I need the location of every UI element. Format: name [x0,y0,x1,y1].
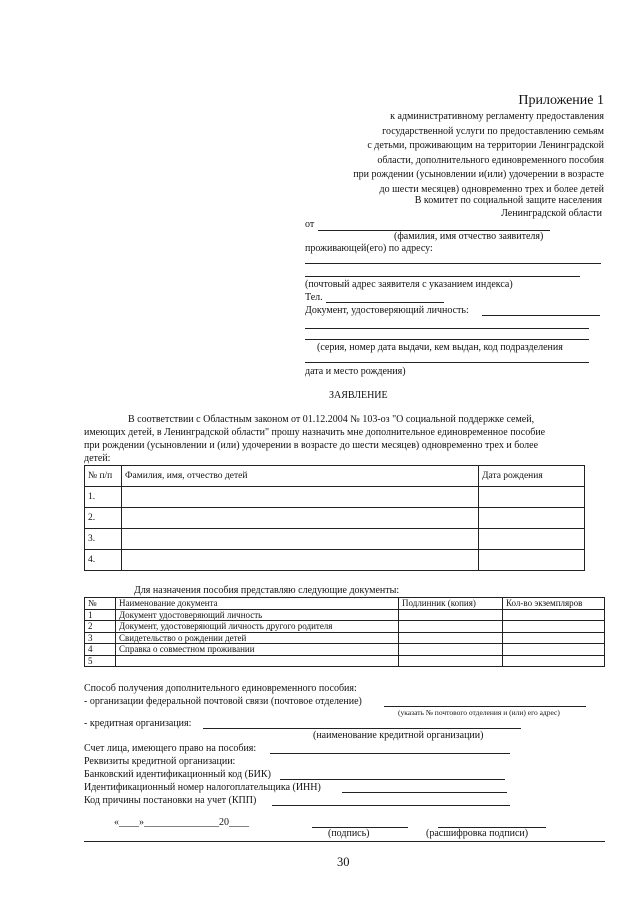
doc-name: Документ, удостоверяющий личность другого родителя [116,621,399,633]
appendix-description [353,110,604,197]
table-header-row [85,598,605,610]
row-number: 2. [85,508,122,529]
address-field-2[interactable] [305,276,580,277]
row-number: 3. [85,529,122,550]
id-caption-1: (серия, номер дата выдачи, кем выдан, код подразделения [317,342,563,353]
date-field[interactable]: «____»_______________20____ [114,817,249,828]
id-caption-2: дата и место рождения) [305,366,406,377]
kpp-field[interactable] [272,805,510,806]
recipient-line-2: Ленинградской области [501,208,602,219]
table-row [85,508,585,529]
bik-label: Банковский идентификационный код (БИК) [84,769,271,780]
kpp-label: Код причины постановки на учет (КПП) [84,795,257,806]
postal-label: - организации федеральной почтовой связи (почтовое отделение) [84,696,362,707]
statement-title: ЗАЯВЛЕНИЕ [329,390,388,401]
table-row [85,609,605,621]
doc-number: 3 [85,632,116,644]
copies-count-cell[interactable] [503,644,605,656]
column-header: Подлинник (копия) [399,598,503,610]
appendix-line: до шести месяцев) одновременно трех и более детей [379,183,604,195]
footer-divider [84,841,605,842]
child-name-cell[interactable] [122,529,479,550]
decode-caption: (расшифровка подписи) [426,828,529,839]
recipient-line-1: В комитет по социальной защите населения [414,195,602,206]
doc-number: 1 [85,609,116,621]
phone-field[interactable] [326,302,444,303]
fio-caption: (фамилия, имя отчество заявителя) [394,231,544,242]
copies-count-cell[interactable] [503,621,605,633]
copies-count-cell[interactable] [503,609,605,621]
address-field-1[interactable] [305,263,601,264]
documents-table [84,597,605,667]
doc-name: Свидетельство о рождении детей [116,632,399,644]
table-row [85,529,585,550]
children-table [84,465,585,571]
appendix-title: Приложение 1 [518,93,604,108]
statement-line: В соответствии с Областным законом от 01.12.2004 № 103-оз "О социальной поддержке семей, [128,414,535,425]
statement-line: имеющих детей, в Ленинградской области" прошу назначить мне дополнительное единовременное пособие [84,427,546,438]
copies-count-cell[interactable] [503,632,605,644]
column-header: № [85,598,116,610]
appendix-line: с детьми, проживающим на территории Ленинградской [367,140,604,151]
doc-number: 4 [85,644,116,656]
birth-date-cell[interactable] [479,550,585,571]
statement-line: при рождении (усыновлении и (или) удочерении в возрасте до шести месяцев) одновременно трех и более [84,440,539,451]
inn-label: Идентификационный номер налогоплательщика (ИНН) [84,782,321,793]
credit-org-field[interactable] [203,728,521,729]
doc-name: Документ удостоверяющий личность [116,609,399,621]
inn-field[interactable] [342,792,507,793]
child-name-cell[interactable] [122,487,479,508]
birth-date-cell[interactable] [479,529,585,550]
credit-caption: (наименование кредитной организации) [313,730,484,741]
postal-caption: (указать № почтового отделения и (или) его адрес) [398,708,560,717]
birth-date-cell[interactable] [479,508,585,529]
original-copy-cell[interactable] [399,621,503,633]
doc-number: 5 [85,655,116,667]
table-row [85,487,585,508]
birth-field[interactable] [305,362,589,363]
birth-date-cell[interactable] [479,487,585,508]
doc-number: 2 [85,621,116,633]
row-number: 1. [85,487,122,508]
table-row [85,644,605,656]
signature-caption: (подпись) [328,828,370,839]
table-row [85,621,605,633]
doc-name[interactable] [116,655,399,667]
appendix-line: государственной услуги по предоставлению семьям [382,125,604,137]
appendix-line: области, дополнительного единовременного пособия [377,154,604,166]
page-number: 30 [337,855,350,869]
table-row [85,655,605,667]
column-header: Дата рождения [479,466,585,487]
table-row [85,632,605,644]
address-caption: (почтовый адрес заявителя с указанием индекса) [305,279,513,290]
column-header: № п/п [85,466,122,487]
id-document-field-3[interactable] [305,339,589,340]
id-document-field-2[interactable] [305,328,589,329]
payment-title: Способ получения дополнительного единовременного пособия: [84,683,357,694]
doc-name: Справка о совместном проживании [116,644,399,656]
table-row [85,550,585,571]
requisites-label: Реквизиты кредитной организации: [84,756,236,767]
from-label: от [305,219,315,230]
phone-label: Тел. [305,292,323,303]
row-number: 4. [85,550,122,571]
documents-intro: Для назначения пособия представляю следующие документы: [134,585,400,596]
original-copy-cell[interactable] [399,655,503,667]
original-copy-cell[interactable] [399,644,503,656]
appendix-line: к административному регламенту предоставления [390,111,604,122]
account-label: Счет лица, имеющего право на пособия: [84,743,257,754]
copies-count-cell[interactable] [503,655,605,667]
id-document-field[interactable] [482,315,600,316]
id-document-label: Документ, удостоверяющий личность: [305,305,469,316]
postal-field[interactable] [384,706,586,707]
child-name-cell[interactable] [122,550,479,571]
account-field[interactable] [270,753,510,754]
original-copy-cell[interactable] [399,632,503,644]
credit-label: - кредитная организация: [84,718,192,729]
original-copy-cell[interactable] [399,609,503,621]
residing-label: проживающей(его) по адресу: [305,243,433,254]
appendix-line: при рождении (усыновлении и(или) удочерении в возрасте [353,169,604,180]
column-header: Наименование документа [116,598,399,610]
statement-line: детей: [84,453,111,464]
table-header-row [85,466,585,487]
column-header: Фамилия, имя, отчество детей [122,466,479,487]
column-header: Кол-во экземпляров [503,598,605,610]
child-name-cell[interactable] [122,508,479,529]
bik-field[interactable] [280,779,505,780]
